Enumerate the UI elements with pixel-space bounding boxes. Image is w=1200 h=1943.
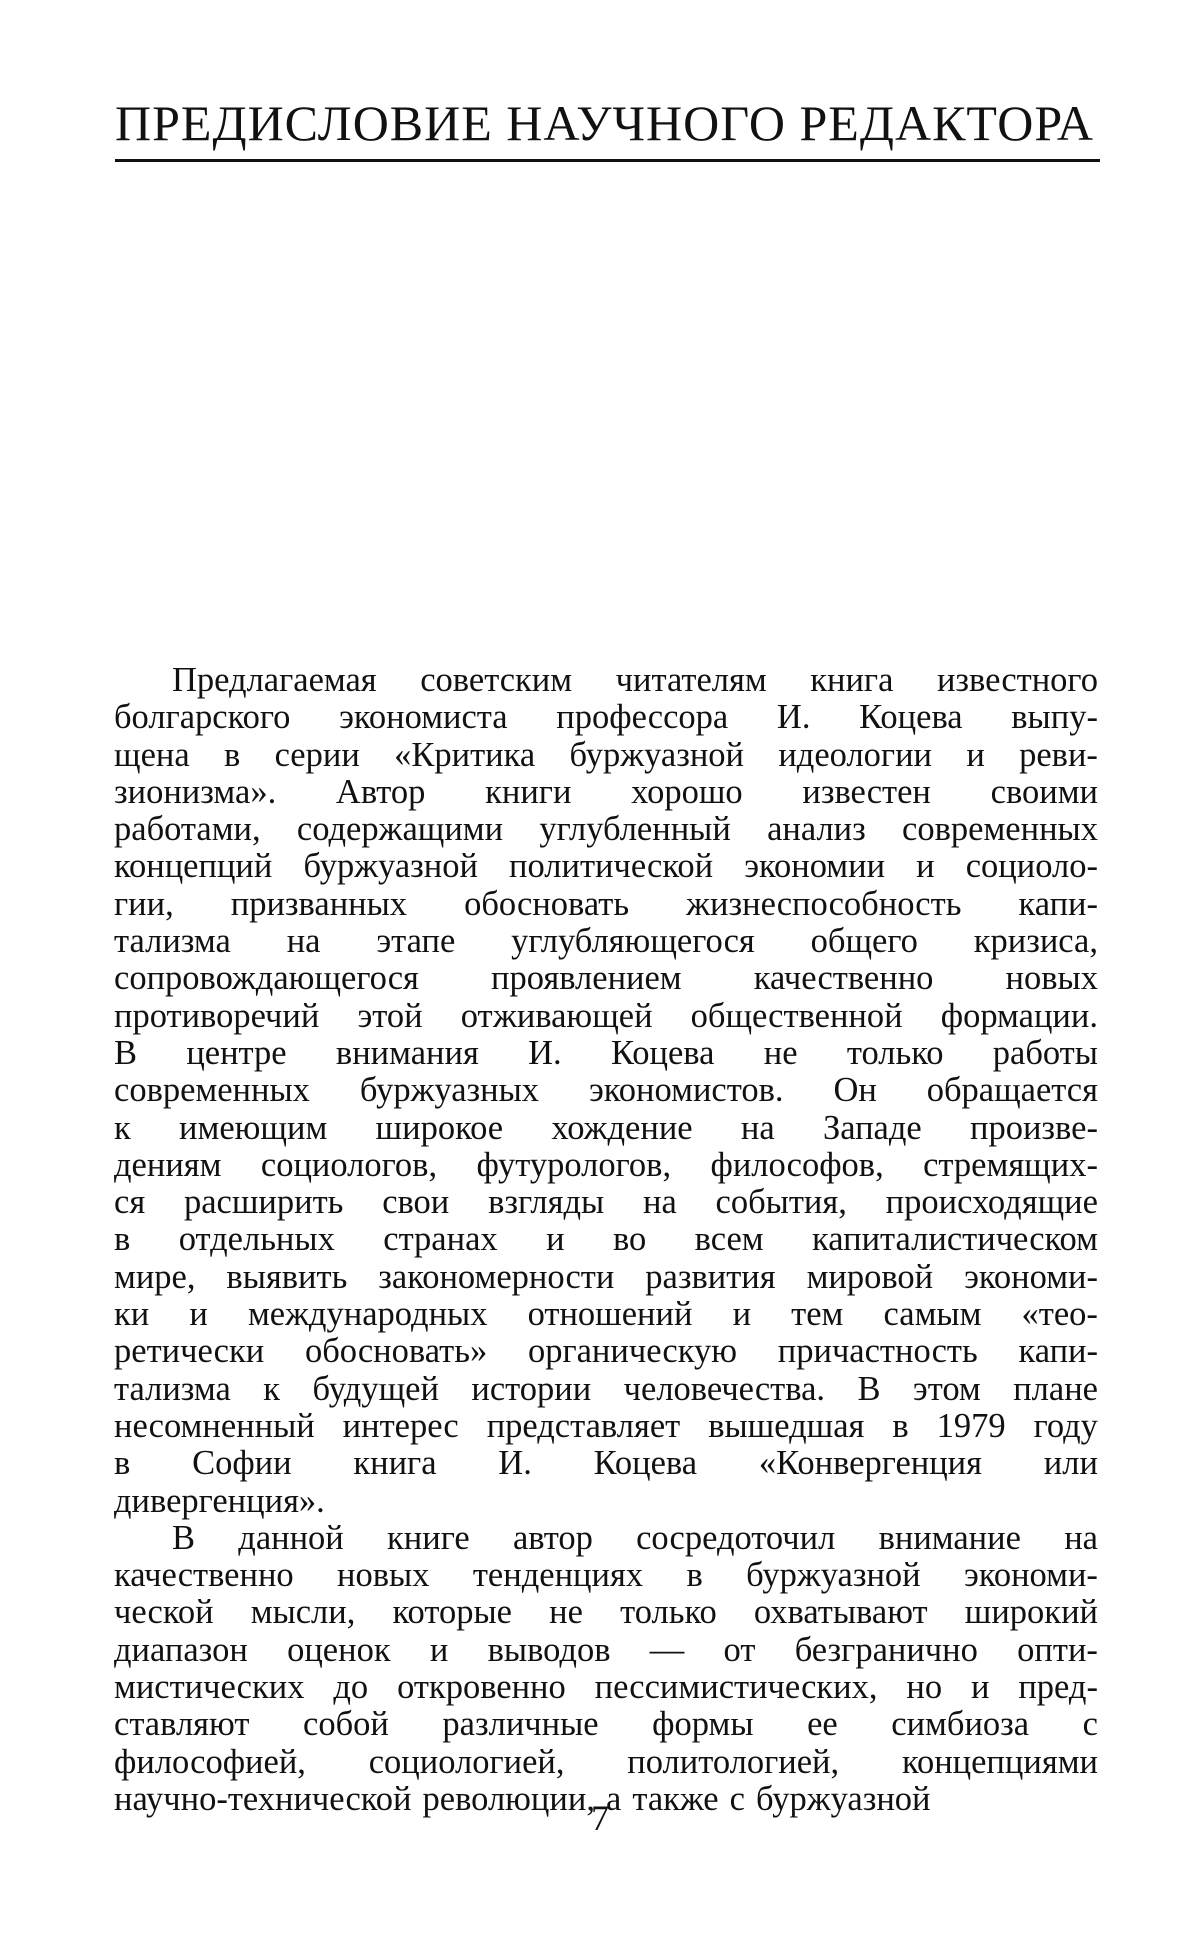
text-line: качественно новых тенденциях в буржуазной экономи- <box>114 1556 1098 1595</box>
text-line: в Софии книга И. Коцева «Конвергенция или <box>114 1444 1098 1483</box>
text-line: ставляют собой различные формы ее симбиоза с <box>114 1705 1098 1744</box>
heading-underline <box>115 159 1100 162</box>
text-line: В данной книге автор сосредоточил внимание на <box>172 1518 1098 1557</box>
text-line: болгарского экономиста профессора И. Коцева выпу- <box>114 698 1098 737</box>
text-line: диапазон оценок и выводов — от безгранично опти- <box>114 1630 1098 1669</box>
text-line: зионизма». Автор книги хорошо известен своими <box>114 772 1098 811</box>
text-line: мистических до откровенно пессимистических, но и пред- <box>114 1668 1098 1707</box>
text-line: к имеющим широкое хождение на Западе произве- <box>114 1108 1098 1147</box>
text-line: ретически обосновать» органическую причастность капи- <box>114 1332 1098 1371</box>
text-line: ческой мысли, которые не только охватывают широкий <box>114 1593 1098 1632</box>
text-line: дениям социологов, футурологов, философов, стремящих- <box>114 1145 1098 1184</box>
text-line: работами, содержащими углубленный анализ современных <box>114 810 1098 849</box>
page-number: 7 <box>591 1798 609 1838</box>
text-line: щена в серии «Критика буржуазной идеологии и реви- <box>114 735 1098 774</box>
text-line: противоречий этой отживающей общественной формации. <box>114 996 1098 1035</box>
text-line: дивергенция». <box>114 1481 325 1520</box>
text-line: тализма к будущей истории человечества. В этом плане <box>114 1369 1098 1408</box>
text-line: концепций буржуазной политической экономии и социоло- <box>114 847 1098 886</box>
text-line: ки и международных отношений и тем самым «тео- <box>114 1295 1098 1334</box>
body-text <box>114 662 1098 1818</box>
text-line: гии, призванных обосновать жизнеспособность капи- <box>114 884 1098 923</box>
text-line: В центре внимания И. Коцева не только работы <box>114 1033 1098 1072</box>
text-line: Предлагаемая советским читателям книга известного <box>172 661 1098 699</box>
text-line: научно-технической революции, а также с буржуазной <box>114 1779 931 1818</box>
text-line: философией, социологией, политологией, концепциями <box>114 1742 1098 1781</box>
text-line: тализма на этапе углубляющегося общего кризиса, <box>114 922 1098 961</box>
text-line: несомненный интерес представляет вышедшая в 1979 году <box>114 1406 1098 1445</box>
text-line: в отдельных странах и во всем капиталистическом <box>114 1220 1098 1259</box>
text-line: современных буржуазных экономистов. Он обращается <box>114 1071 1098 1110</box>
chapter-heading: ПРЕДИСЛОВИЕ НАУЧНОГО РЕДАКТОРА <box>115 95 1094 151</box>
text-line: ся расширить свои взгляды на события, происходящие <box>114 1183 1098 1222</box>
text-line: мире, выявить закономерности развития мировой экономи- <box>114 1257 1098 1296</box>
text-line: сопровождающегося проявлением качественно новых <box>114 959 1098 998</box>
